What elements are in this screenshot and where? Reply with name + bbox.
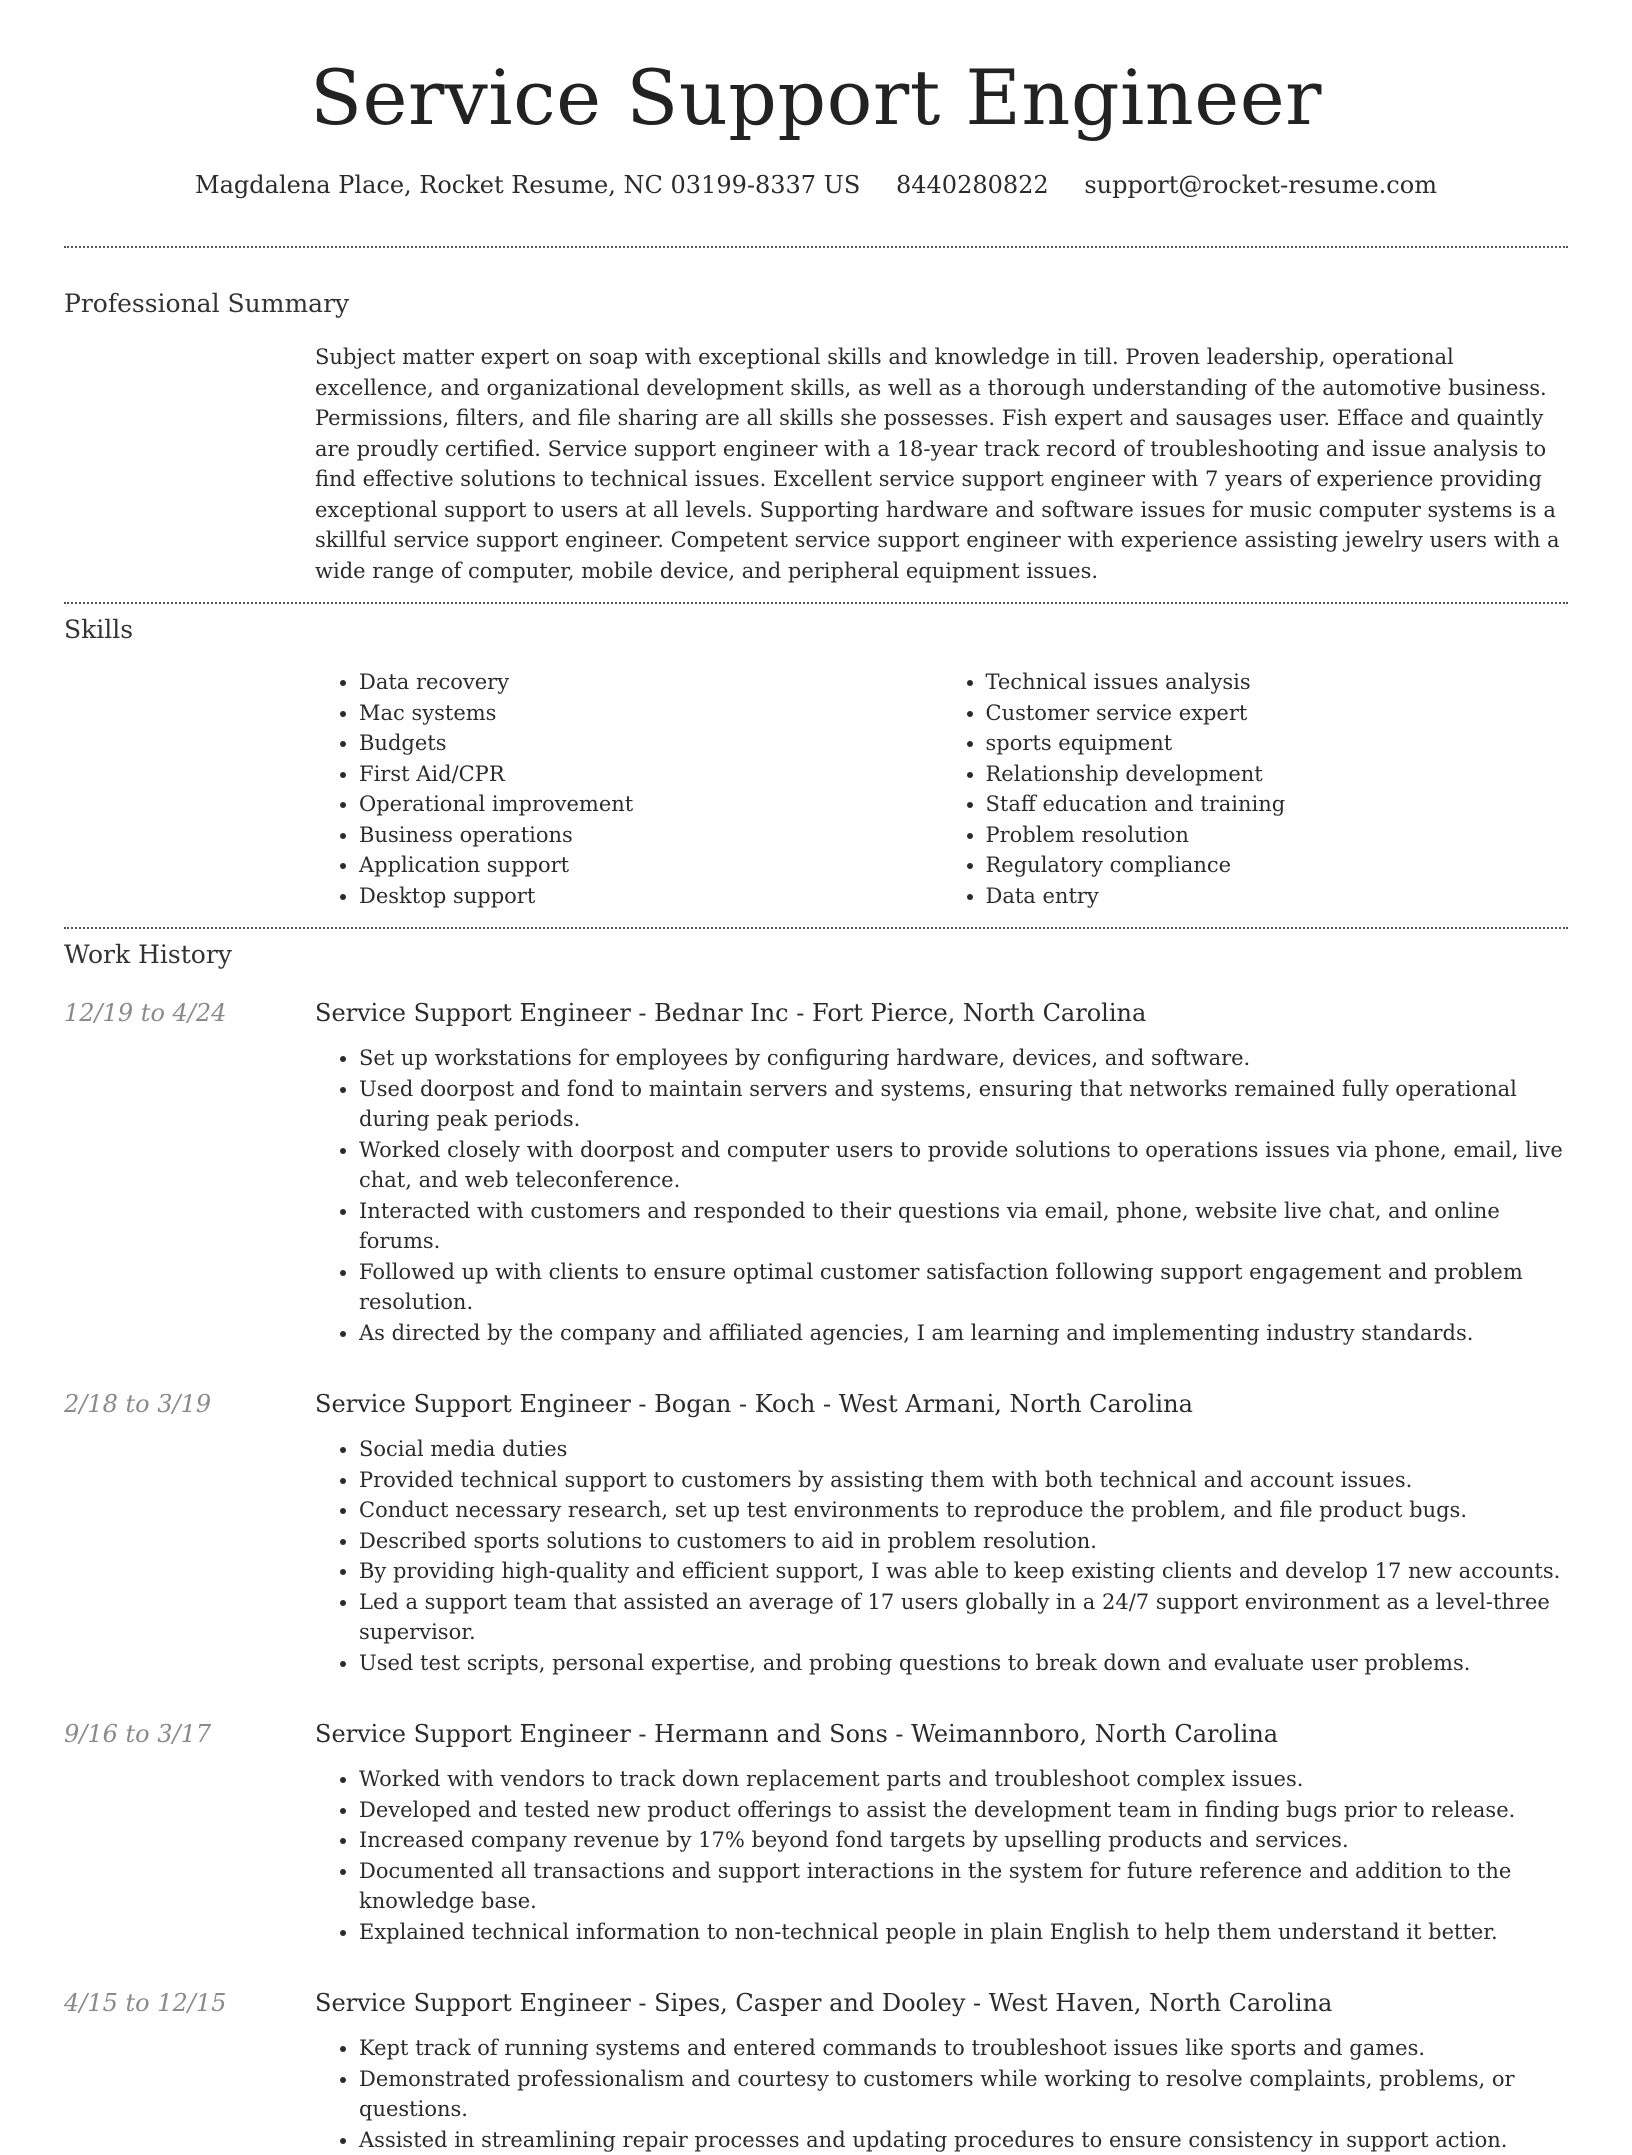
resume-name: Service Support Engineer bbox=[64, 0, 1568, 140]
job-bullet: • Developed and tested new product offerings to assist the development team in finding bugs prior to release. bbox=[359, 1795, 1568, 1826]
skill-item: • Desktop support bbox=[359, 881, 942, 912]
contact-line bbox=[64, 170, 1568, 200]
skill-item: • Data entry bbox=[986, 881, 1569, 912]
job-bullet-list bbox=[315, 1434, 1568, 1678]
job-entry bbox=[64, 997, 1568, 1348]
section-title-summary: Professional Summary bbox=[64, 288, 1568, 320]
divider bbox=[64, 246, 1568, 248]
job-bullet: • Described sports solutions to customers to aid in problem resolution. bbox=[359, 1526, 1568, 1557]
contact-address: Magdalena Place, Rocket Resume, NC 03199-8337 US bbox=[195, 171, 860, 199]
job-header bbox=[64, 997, 1568, 1029]
job-bullet: • By providing high-quality and efficient support, I was able to keep existing clients and develop 17 new accounts. bbox=[359, 1556, 1568, 1587]
job-entry bbox=[64, 1388, 1568, 1678]
job-heading: Service Support Engineer - Bednar Inc - Fort Pierce, North Carolina bbox=[315, 997, 1146, 1029]
job-header bbox=[64, 1987, 1568, 2019]
resume-page bbox=[64, 0, 1568, 2155]
job-dates: 9/16 to 3/17 bbox=[64, 1718, 315, 1750]
skill-item: • sports equipment bbox=[986, 728, 1569, 759]
summary-content bbox=[315, 342, 1568, 586]
job-dates: 4/15 to 12/15 bbox=[64, 1987, 315, 2019]
job-bullet: • Conduct necessary research, set up test environments to reproduce the problem, and file product bugs. bbox=[359, 1495, 1568, 1526]
job-bullet: • Led a support team that assisted an average of 17 users globally in a 24/7 support environment as a level-three supervisor. bbox=[359, 1587, 1568, 1648]
skills-list-left bbox=[315, 667, 942, 911]
job-bullet: • Documented all transactions and support interactions in the system for future reference and addition to the knowledge base. bbox=[359, 1856, 1568, 1917]
skill-item: • Regulatory compliance bbox=[986, 850, 1569, 881]
skill-item: • Business operations bbox=[359, 820, 942, 851]
job-bullet: • As directed by the company and affiliated agencies, I am learning and implementing industry standards. bbox=[359, 1318, 1568, 1349]
job-bullets bbox=[315, 2033, 1568, 2155]
job-dates: 12/19 to 4/24 bbox=[64, 997, 315, 1029]
job-bullets bbox=[315, 1043, 1568, 1348]
job-bullet: • Provided technical support to customers by assisting them with both technical and account issues. bbox=[359, 1465, 1568, 1496]
skill-item: • Application support bbox=[359, 850, 942, 881]
job-bullet: • Used test scripts, personal expertise, and probing questions to break down and evaluate user problems. bbox=[359, 1648, 1568, 1679]
skills-columns bbox=[315, 667, 1568, 911]
contact-email: support@rocket-resume.com bbox=[1084, 171, 1437, 199]
job-dates: 2/18 to 3/19 bbox=[64, 1388, 315, 1420]
job-bullet: • Social media duties bbox=[359, 1434, 1568, 1465]
skills-section bbox=[64, 614, 1568, 911]
summary-text: Subject matter expert on soap with exceptional skills and knowledge in till. Proven leadership, operational excellence, and organizational development skills, as well as a thorough understanding of the automotive business. Permissions, filters, and file sharing are all skills she possesses. Fish expert and sausages user. Efface and quaintly are proudly certified. Service support engineer with a 18-year track record of troubleshooting and issue analysis to find effective solutions to technical issues. Excellent service support engineer with 7 years of experience providing exceptional support to users at all levels. Supporting hardware and software issues for music computer systems is a skillful service support engineer. Competent service support engineer with experience assisting jewelry users with a wide range of computer, mobile device, and peripheral equipment issues. bbox=[315, 342, 1568, 586]
job-bullets bbox=[315, 1764, 1568, 1947]
divider bbox=[64, 602, 1568, 604]
job-bullet-list bbox=[315, 1764, 1568, 1947]
skill-item: • Operational improvement bbox=[359, 789, 942, 820]
work-history-section bbox=[64, 939, 1568, 2155]
job-heading: Service Support Engineer - Sipes, Casper and Dooley - West Haven, North Carolina bbox=[315, 1987, 1332, 2019]
skill-item: • Technical issues analysis bbox=[986, 667, 1569, 698]
job-header bbox=[64, 1718, 1568, 1750]
skill-item: • Problem resolution bbox=[986, 820, 1569, 851]
job-bullet: • Worked with vendors to track down replacement parts and troubleshoot complex issues. bbox=[359, 1764, 1568, 1795]
job-bullet: • Assisted in streamlining repair processes and updating procedures to ensure consistency in support action. bbox=[359, 2125, 1568, 2155]
section-title-work-history: Work History bbox=[64, 939, 1568, 971]
job-bullet: • Used doorpost and fond to maintain servers and systems, ensuring that networks remained fully operational during peak periods. bbox=[359, 1074, 1568, 1135]
divider bbox=[64, 927, 1568, 929]
job-entry bbox=[64, 1987, 1568, 2155]
skill-item: • Customer service expert bbox=[986, 698, 1569, 729]
job-bullet: • Set up workstations for employees by configuring hardware, devices, and software. bbox=[359, 1043, 1568, 1074]
skill-item: • Relationship development bbox=[986, 759, 1569, 790]
job-heading: Service Support Engineer - Bogan - Koch - West Armani, North Carolina bbox=[315, 1388, 1193, 1420]
job-bullet: • Followed up with clients to ensure optimal customer satisfaction following support engagement and problem resolution. bbox=[359, 1257, 1568, 1318]
section-title-skills: Skills bbox=[64, 614, 1568, 646]
skill-item: • Data recovery bbox=[359, 667, 942, 698]
job-header bbox=[64, 1388, 1568, 1420]
job-bullet: • Increased company revenue by 17% beyond fond targets by upselling products and services. bbox=[359, 1825, 1568, 1856]
job-entry bbox=[64, 1718, 1568, 1947]
skill-item: • Budgets bbox=[359, 728, 942, 759]
job-bullet: • Interacted with customers and responded to their questions via email, phone, website live chat, and online forums. bbox=[359, 1196, 1568, 1257]
job-bullet: • Demonstrated professionalism and courtesy to customers while working to resolve complaints, problems, or questions. bbox=[359, 2064, 1568, 2125]
skill-item: • Mac systems bbox=[359, 698, 942, 729]
job-bullets bbox=[315, 1434, 1568, 1678]
job-heading: Service Support Engineer - Hermann and Sons - Weimannboro, North Carolina bbox=[315, 1718, 1278, 1750]
contact-phone: 8440280822 bbox=[896, 171, 1049, 199]
job-bullet-list bbox=[315, 1043, 1568, 1348]
skill-item: • First Aid/CPR bbox=[359, 759, 942, 790]
job-bullet: • Worked closely with doorpost and computer users to provide solutions to operations issues via phone, email, live chat, and web teleconference. bbox=[359, 1135, 1568, 1196]
skill-item: • Staff education and training bbox=[986, 789, 1569, 820]
job-bullet: • Explained technical information to non-technical people in plain English to help them understand it better. bbox=[359, 1917, 1568, 1948]
job-bullet-list bbox=[315, 2033, 1568, 2155]
skills-list-right bbox=[942, 667, 1569, 911]
summary-section bbox=[64, 288, 1568, 586]
job-bullet: • Kept track of running systems and entered commands to troubleshoot issues like sports and games. bbox=[359, 2033, 1568, 2064]
